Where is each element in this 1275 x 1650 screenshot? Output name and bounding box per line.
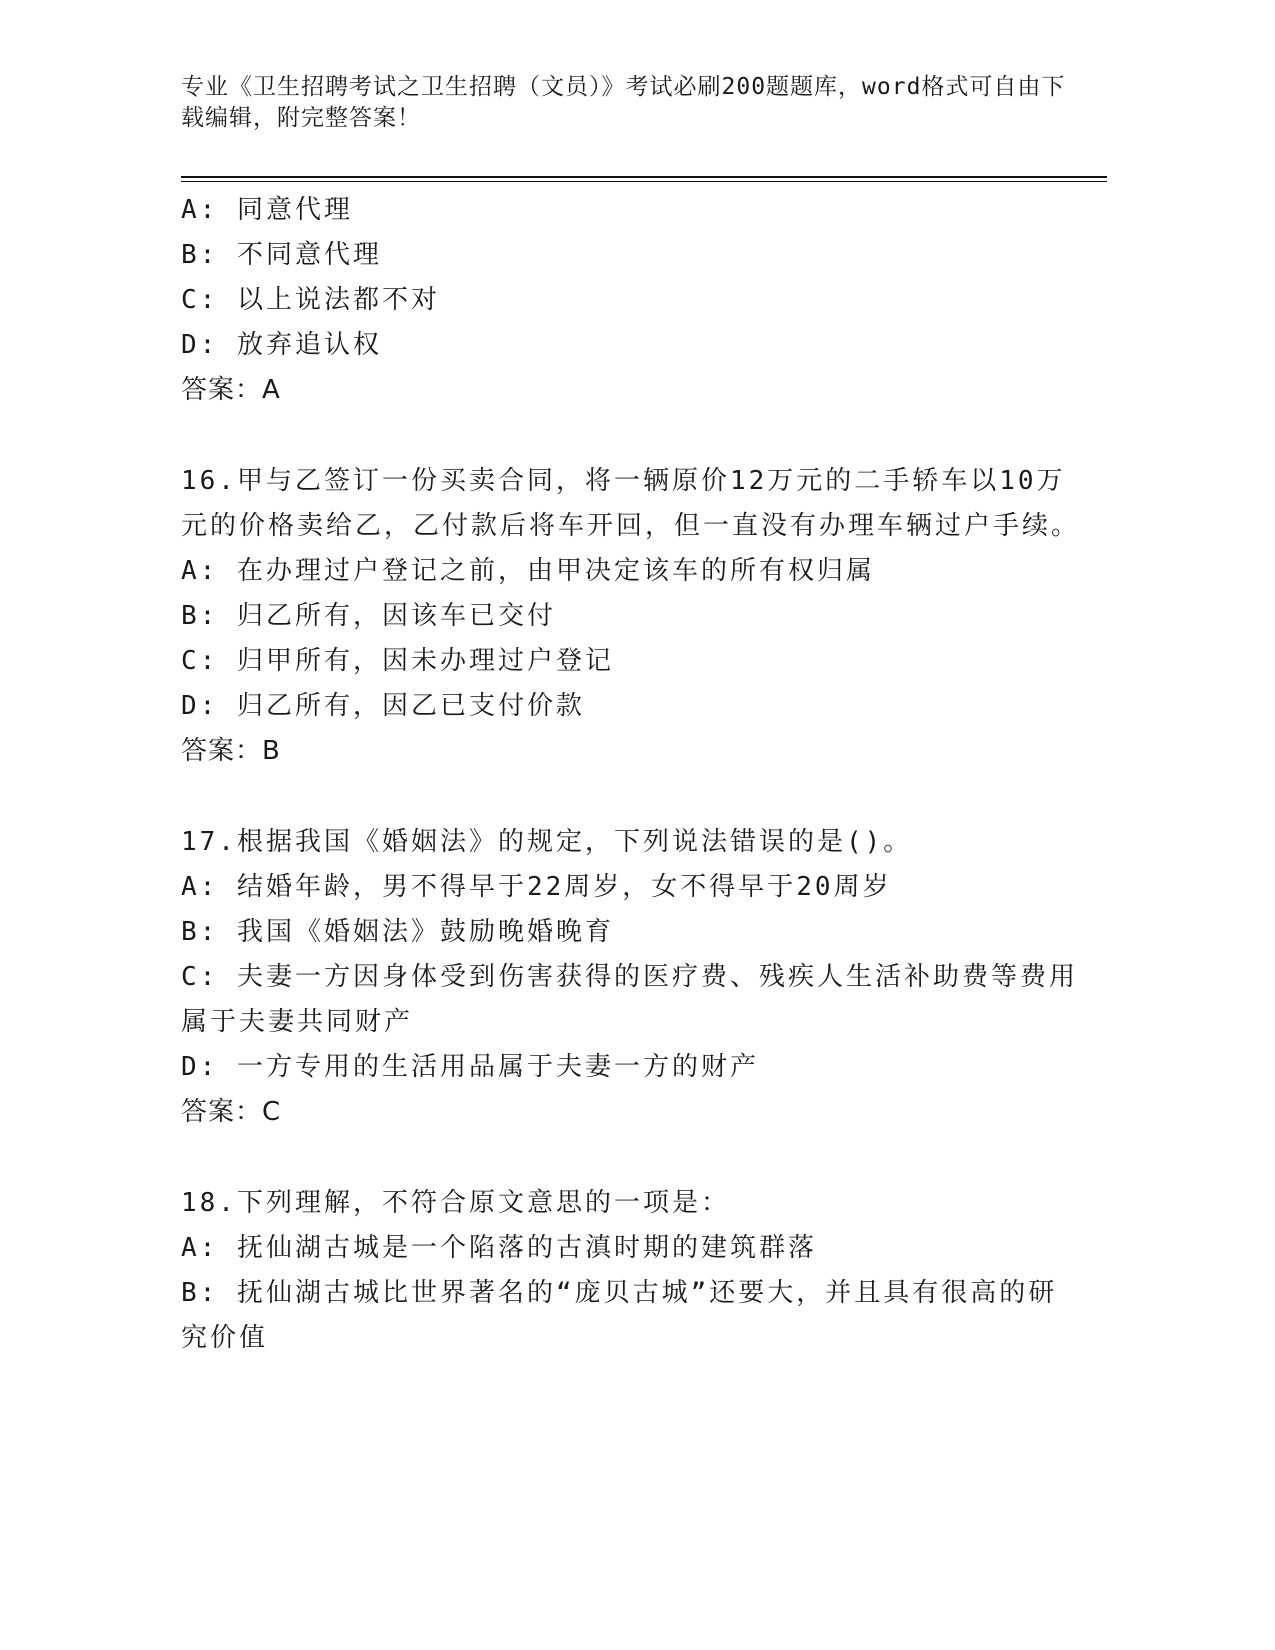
option-d: D: 归乙所有，因乙已支付价款: [181, 691, 585, 721]
option-a: A: 在办理过户登记之前，由甲决定该车的所有权归属: [181, 556, 875, 586]
answer-line: 答案：B: [181, 736, 281, 766]
option-b: B: 归乙所有，因该车已交付: [181, 601, 556, 631]
question-17: [181, 820, 1081, 1135]
question-content: [181, 188, 1081, 1361]
header-rule-thick: [181, 176, 1107, 178]
option-b: B: 我国《婚姻法》鼓励晚婚晚育: [181, 917, 614, 947]
answer-line: 答案：C: [181, 1097, 282, 1127]
document-header: 专业《卫生招聘考试之卫生招聘（文员）》考试必刷200题题库，word格式可自由下载编辑，附完整答案！: [181, 74, 1066, 131]
option-a: A: 同意代理: [181, 195, 353, 225]
option-c: C: 夫妻一方因身体受到伤害获得的医疗费、残疾人生活补助费等费用属于夫妻共同财产: [181, 962, 1078, 1037]
question-16: [181, 459, 1081, 774]
option-a: A: 结婚年龄，男不得早于22周岁，女不得早于20周岁: [181, 872, 892, 902]
question-fragment: [181, 188, 1081, 413]
option-c: C: 以上说法都不对: [181, 285, 440, 315]
option-b: B: 抚仙湖古城比世界著名的“庞贝古城”还要大，并且具有很高的研究价值: [181, 1278, 1058, 1353]
question-stem: 16.甲与乙签订一份买卖合同，将一辆原价12万元的二手轿车以10万元的价格卖给乙，乙付款后将车开回，但一直没有办理车辆过户手续。: [181, 466, 1081, 541]
option-a: A: 抚仙湖古城是一个陷落的古滇时期的建筑群落: [181, 1233, 817, 1263]
option-d: D: 一方专用的生活用品属于夫妻一方的财产: [181, 1052, 759, 1082]
answer-line: 答案：A: [181, 375, 281, 405]
option-d: D: 放弃追认权: [181, 330, 382, 360]
option-b: B: 不同意代理: [181, 240, 382, 270]
question-stem: 17.根据我国《婚姻法》的规定，下列说法错误的是()。: [181, 827, 913, 857]
option-c: C: 归甲所有，因未办理过户登记: [181, 646, 614, 676]
question-stem: 18.下列理解，不符合原文意思的一项是：: [181, 1188, 730, 1218]
header-rule-thin: [181, 181, 1107, 182]
question-18: [181, 1181, 1081, 1361]
